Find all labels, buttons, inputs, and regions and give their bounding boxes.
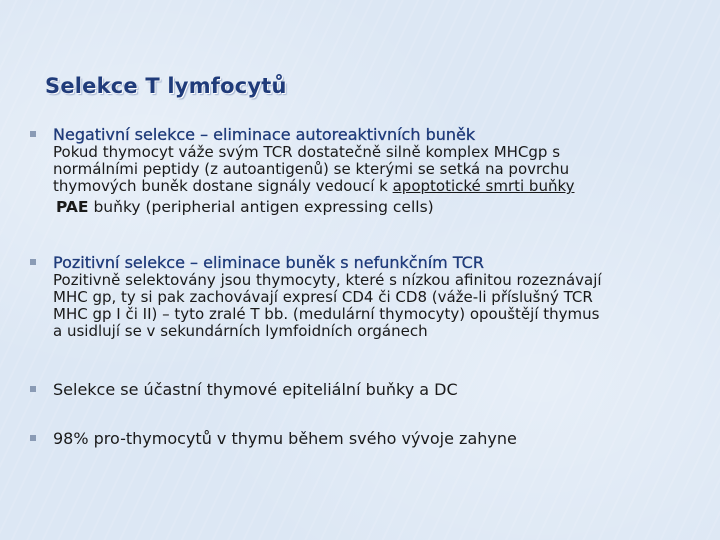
bullet-item-epithelial-cells [30,380,700,399]
bullet-marker-icon [30,386,36,392]
bullet-marker-icon [30,259,36,265]
bullet-heading: Pozitivní selekce – eliminace buněk s nefunkčním TCR [53,253,484,272]
bullet-text: Selekce se účastní thymové epiteliální buňky a DC [53,380,458,399]
bullet-marker-icon [30,435,36,441]
underlined-term: apoptotické smrti buňky [392,177,575,195]
bullet-body [53,429,700,448]
slide-title: Selekce T lymfocytů [45,74,287,98]
bullet-body [53,380,700,399]
bullet-item-prothymocytes [30,429,700,448]
bullet-body [53,253,700,340]
pae-abbreviation: PAE [56,198,89,216]
bullet-item-negative-selection [30,125,700,216]
bullet-text: 98% pro-thymocytů v thymu během svého vývoje zahyne [53,429,517,448]
bullet-body [53,125,700,216]
pae-description: buňky (peripherial antigen expressing cells) [88,198,434,216]
body-line: Pokud thymocyt váže svým TCR dostatečně silně komplex MHCgp s [53,143,561,161]
bullet-marker-icon [30,131,36,137]
bullet-item-positive-selection [30,253,700,340]
body-line: a usidlují se v sekundárních lymfoidních orgánech [53,322,428,340]
body-line [53,178,700,195]
bullet-heading: Negativní selekce – eliminace autoreaktivních buněk [53,125,476,144]
body-line: MHC gp I či II) – tyto zralé T bb. (medulární thymocyty) opouštějí thymus [53,305,600,323]
body-line: Pozitivně selektovány jsou thymocyty, které s nízkou afinitou rozeznávají [53,271,602,289]
body-line-text: thymových buněk dostane signály vedoucí k [53,177,393,195]
body-line: normálními peptidy (z autoantigenů) se kterými se setká na povrchu [53,160,570,178]
pae-note [56,199,700,216]
body-line: MHC gp, ty si pak zachovávají expresí CD4 či CD8 (váže-li příslušný TCR [53,288,593,306]
